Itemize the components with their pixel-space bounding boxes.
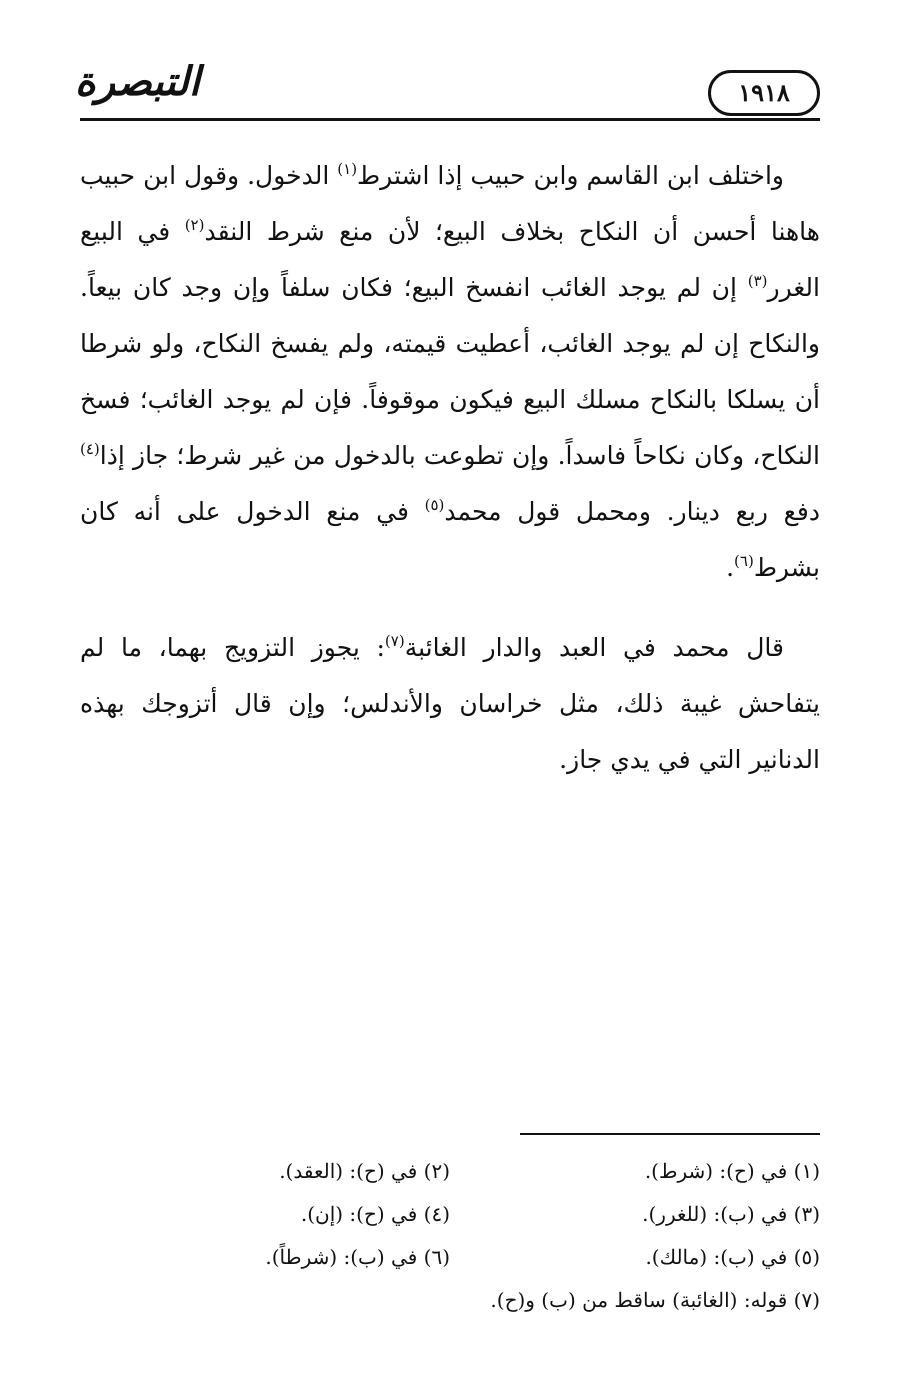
footnote: (٤) في (ح): (إن).	[300, 1202, 450, 1226]
text-run: .	[726, 553, 735, 582]
footnote: (٦) في (ب): (شرطاً).	[265, 1245, 450, 1269]
main-text	[80, 148, 820, 788]
text-run: دفع ربع دينار. ومحمل قول محمد	[444, 497, 820, 526]
text-run: في منع الدخول على أنه كان بشرط	[80, 497, 820, 582]
text-run: الدخول. وقول ابن حبيب هاهنا أحسن أن النكاح بخلاف البيع؛ لأن منع شرط النقد	[80, 161, 820, 246]
footnote: (٧) قوله: (الغائبة) ساقط من (ب) و(ح).	[490, 1288, 820, 1312]
footnote-marker: (٤)	[80, 440, 100, 458]
footnote-marker: (٦)	[734, 552, 754, 570]
page-number: ١٩١٨	[708, 70, 820, 116]
footnote-marker: (٥)	[424, 496, 445, 514]
footnote: (٣) في (ب): (للغرر).	[642, 1202, 820, 1226]
footnote-marker: (٣)	[747, 272, 768, 290]
footnote-marker: (٢)	[184, 216, 205, 234]
paragraph	[80, 620, 820, 788]
footnote-marker: (١)	[337, 160, 358, 178]
text-run: قال محمد في العبد والدار الغائبة	[404, 633, 784, 662]
footnote-separator	[520, 1133, 820, 1135]
text-run: في البيع الغرر	[80, 217, 820, 302]
footnote: (١) في (ح): (شرط).	[644, 1159, 820, 1183]
text-run: إن لم يوجد الغائب انفسخ البيع؛ فكان سلفاً وإن وجد كان بيعاً. والنكاح إن لم يوجد الغائب، أعطيت قيمته، ولم يفسخ النكاح، ولو شرطا أن يسلكا بالنكاح مسلك البيع فيكون موقوفاً. فإن لم يوجد الغائب؛ فسخ النكاح، وكان نكاحاً فاسداً. وإن تطوعت بالدخول من غير شرط؛ جاز إذا	[80, 273, 820, 470]
footnote-marker: (٧)	[384, 632, 405, 650]
text-run: : يجوز التزويج بهما، ما لم يتفاحش غيبة ذلك، مثل خراسان والأندلس؛ وإن قال أتزوجك بهذه الدنانير التي في يدي جاز.	[80, 633, 820, 774]
text-run: واختلف ابن القاسم وابن حبيب إذا اشترط	[357, 161, 784, 190]
running-title: التبصرة	[74, 58, 200, 105]
footnote: (٢) في (ح): (العقد).	[279, 1159, 450, 1183]
footnote: (٥) في (ب): (مالك).	[645, 1245, 820, 1269]
footnotes	[80, 1150, 820, 1322]
header-rule	[80, 118, 820, 121]
paragraph	[80, 148, 820, 596]
